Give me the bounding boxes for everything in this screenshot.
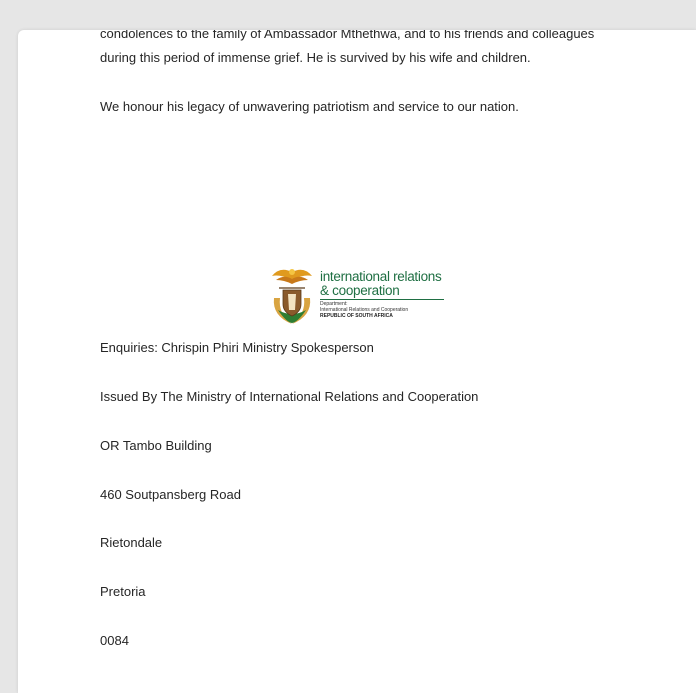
logo-department-name: International Relations and Cooperation	[320, 307, 409, 313]
body-text-line: condolences to the family of Ambassador Mthethwa, and to his friends and colleagues	[100, 30, 595, 41]
issued-by-line: Issued By The Ministry of International Relations and Cooperation	[100, 389, 479, 404]
address-city: Pretoria	[100, 584, 146, 599]
document-page	[18, 30, 696, 693]
address-postal-code: 0084	[100, 633, 129, 648]
dirco-logo	[268, 266, 448, 328]
enquiries-line: Enquiries: Chrispin Phiri Ministry Spokesperson	[100, 340, 374, 355]
logo-divider	[320, 299, 444, 300]
address-building: OR Tambo Building	[100, 438, 212, 453]
coat-of-arms-icon	[268, 266, 316, 326]
logo-text-line: & cooperation	[320, 283, 400, 298]
logo-text-line: international relations	[320, 269, 442, 284]
body-text-line: during this period of immense grief. He is survived by his wife and children.	[100, 50, 531, 65]
logo-department-label: Department:	[320, 301, 348, 307]
body-text-line: We honour his legacy of unwavering patriotism and service to our nation.	[100, 99, 519, 114]
address-street: 460 Soutpansberg Road	[100, 487, 241, 502]
address-suburb: Rietondale	[100, 535, 163, 550]
logo-country-name: REPUBLIC OF SOUTH AFRICA	[320, 313, 393, 319]
